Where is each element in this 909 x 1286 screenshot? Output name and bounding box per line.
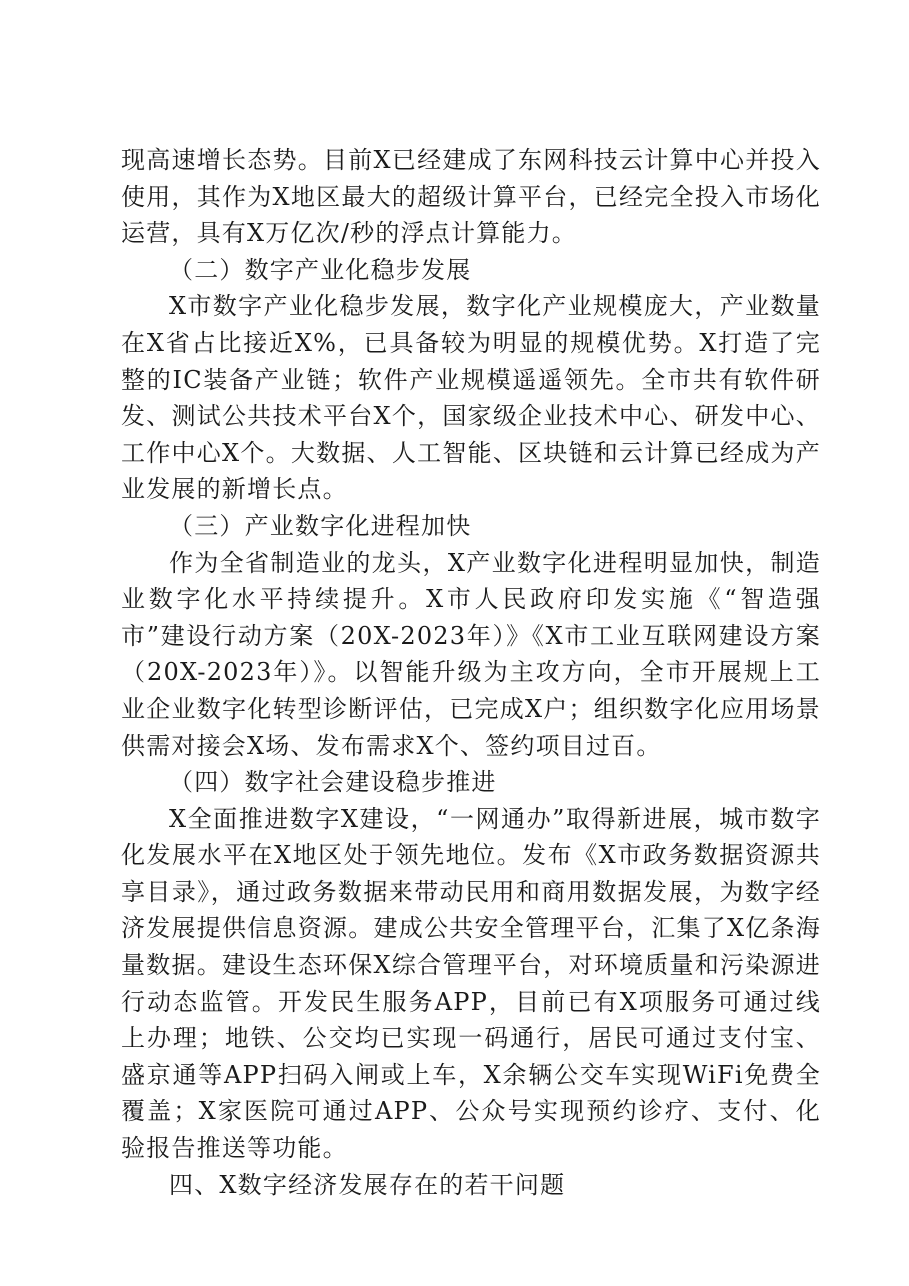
paragraph-digital-society: X全面推进数字X建设，“一网通办”取得新进展，城市数字化发展水平在X地区处于领先地位。发布《X市政务数据资源共享目录》，通过政务数据来带动民用和商用数据发展，为数字经济发展提供信息资源。建成公共安全管理平台，汇集了X亿条海量数据。建设生态环保X综合管理平台，对环境质量和污染源进行动态监管。开发民生服务APP，目前已有X项服务可通过线上办理；地铁、公交均已实现一码通行，居民可通过支付宝、盛京通等APP扫码入闸或上车，X余辆公交车实现WiFi免费全覆盖；X家医院可通过APP、公众号实现预约诊疗、支付、化验报告推送等功能。	[121, 804, 821, 1163]
document-body	[121, 142, 821, 1203]
section-heading-digital-industrialization: （二）数字产业化稳步发展	[169, 255, 472, 284]
paragraph-digital-industrialization: X市数字产业化稳步发展，数字化产业规模庞大，产业数量在X省占比接近X%，已具备较为明显的规模优势。X打造了完整的IC装备产业链；软件产业规模遥遥领先。全市共有软件研发、测试公共技术平台X个，国家级企业技术中心、研发中心、工作中心X个。大数据、人工智能、区块链和云计算已经成为产业发展的新增长点。	[121, 292, 821, 504]
section-heading-industrial-digitalization: （三）产业数字化进程加快	[169, 511, 472, 540]
paragraph-industrial-digitalization: 作为全省制造业的龙头，X产业数字化进程明显加快，制造业数字化水平持续提升。X市人民政府印发实施《“智造强市”建设行动方案（20X-2023年）》《X市工业互联网建设方案（20X-2023年）》。以智能升级为主攻方向，全市开展规上工业企业数字化转型诊断评估，已完成X户；组织数字化应用场景供需对接会X场、发布需求X个、签约项目过百。	[121, 548, 821, 760]
paragraph-continuation: 现高速增长态势。目前X已经建成了东网科技云计算中心并投入使用，其作为X地区最大的超级计算平台，已经完全投入市场化运营，具有X万亿次/秒的浮点计算能力。	[121, 146, 821, 248]
chapter-heading-problems: 四、X数字经济发展存在的若干问题	[169, 1170, 566, 1199]
section-heading-digital-society: （四）数字社会建设稳步推进	[169, 768, 497, 797]
